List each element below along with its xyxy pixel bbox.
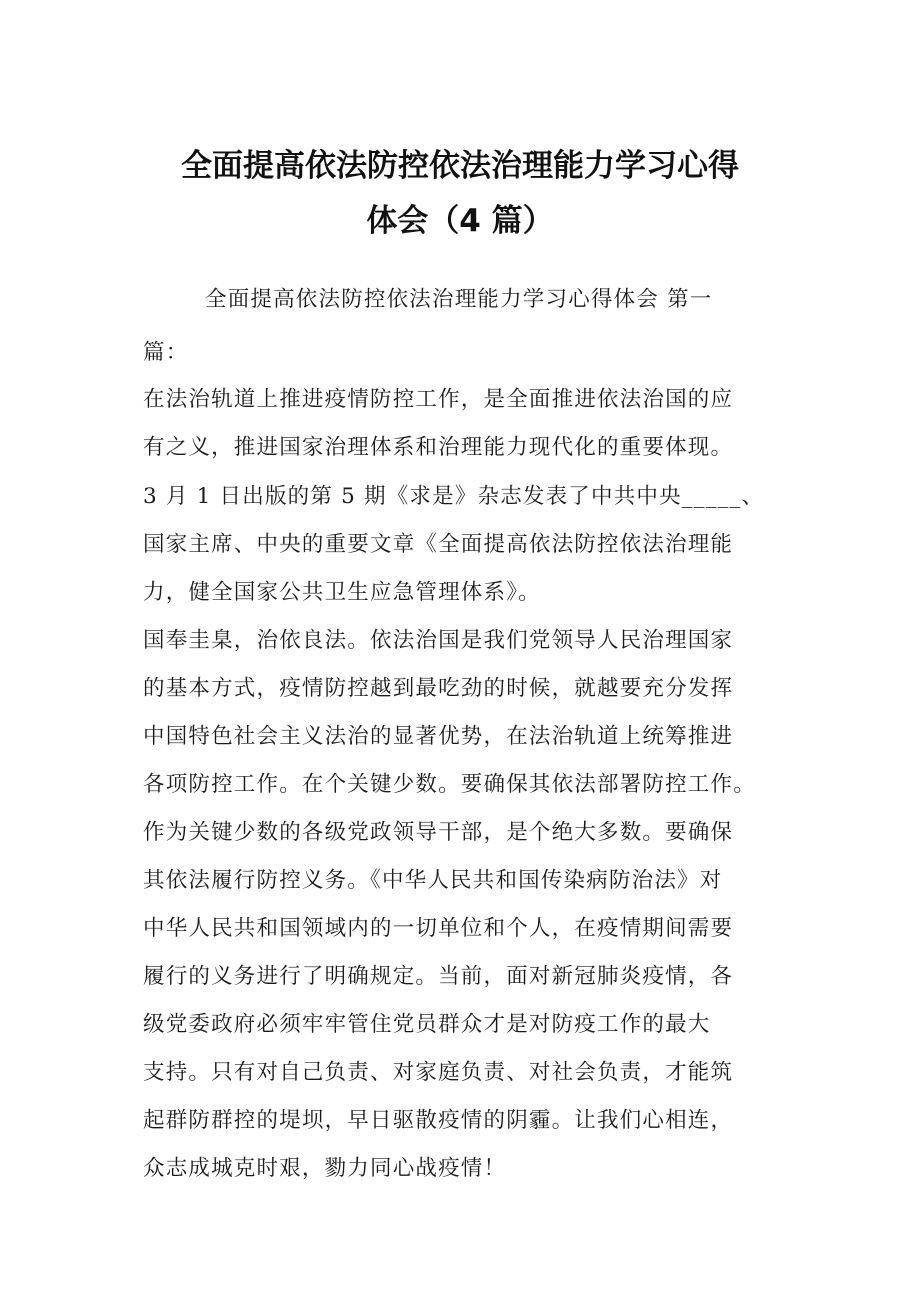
- body-text-line: 各项防控工作。在个关键少数。要确保其依法部署防控工作。: [143, 772, 756, 797]
- body-text-line: 级党委政府必须牢牢管住党员群众才是对防疫工作的最大: [143, 1012, 711, 1037]
- body-text-line: 中华人民共和国领域内的一切单位和个人，在疫情期间需要: [143, 916, 734, 941]
- body-text-line: 国奉圭臬，治依良法。依法治国是我们党领导人民治理国家: [143, 628, 734, 653]
- body-text-line: 履行的义务进行了明确规定。当前，面对新冠肺炎疫情，各: [143, 964, 734, 989]
- body-text-line: 的基本方式，疫情防控越到最吃劲的时候，就越要充分发挥: [143, 676, 734, 701]
- body-text-line: 众志成城克时艰，勠力同心战疫情！: [143, 1156, 507, 1181]
- body-text-line: 其依法履行防控义务。《中华人民共和国传染病防治法》对: [143, 868, 723, 893]
- section-heading-line: 全面提高依法防控依法治理能力学习心得体会 第一: [205, 287, 713, 312]
- body-text-line: 作为关键少数的各级党政领导干部，是个绝大多数。要确保: [143, 820, 734, 845]
- body-text-line: 3 月 1 日出版的第 5 期《求是》杂志发表了中共中央_____、: [143, 484, 765, 509]
- body-text-line: 力，健全国家公共卫生应急管理体系》。: [143, 580, 541, 605]
- body-text-line: 篇：: [143, 340, 189, 365]
- body-text-line: 中国特色社会主义法治的显著优势，在法治轨道上统筹推进: [143, 724, 734, 749]
- document-title-line-2: 体会（4 篇）: [366, 203, 554, 239]
- body-text-line: 起群防群控的堤坝，早日驱散疫情的阴霾。让我们心相连，: [143, 1108, 734, 1133]
- document-title-line-1: 全面提高依法防控依法治理能力学习心得: [181, 148, 739, 184]
- body-text-line: 支持。只有对自己负责、对家庭负责、对社会负责，才能筑: [143, 1060, 734, 1085]
- body-text-line: 国家主席、中央的重要文章《全面提高依法防控依法治理能: [143, 532, 734, 557]
- body-text-line: 有之义，推进国家治理体系和治理能力现代化的重要体现。: [143, 435, 734, 460]
- body-text-line: 在法治轨道上推进疫情防控工作，是全面推进依法治国的应: [143, 387, 734, 412]
